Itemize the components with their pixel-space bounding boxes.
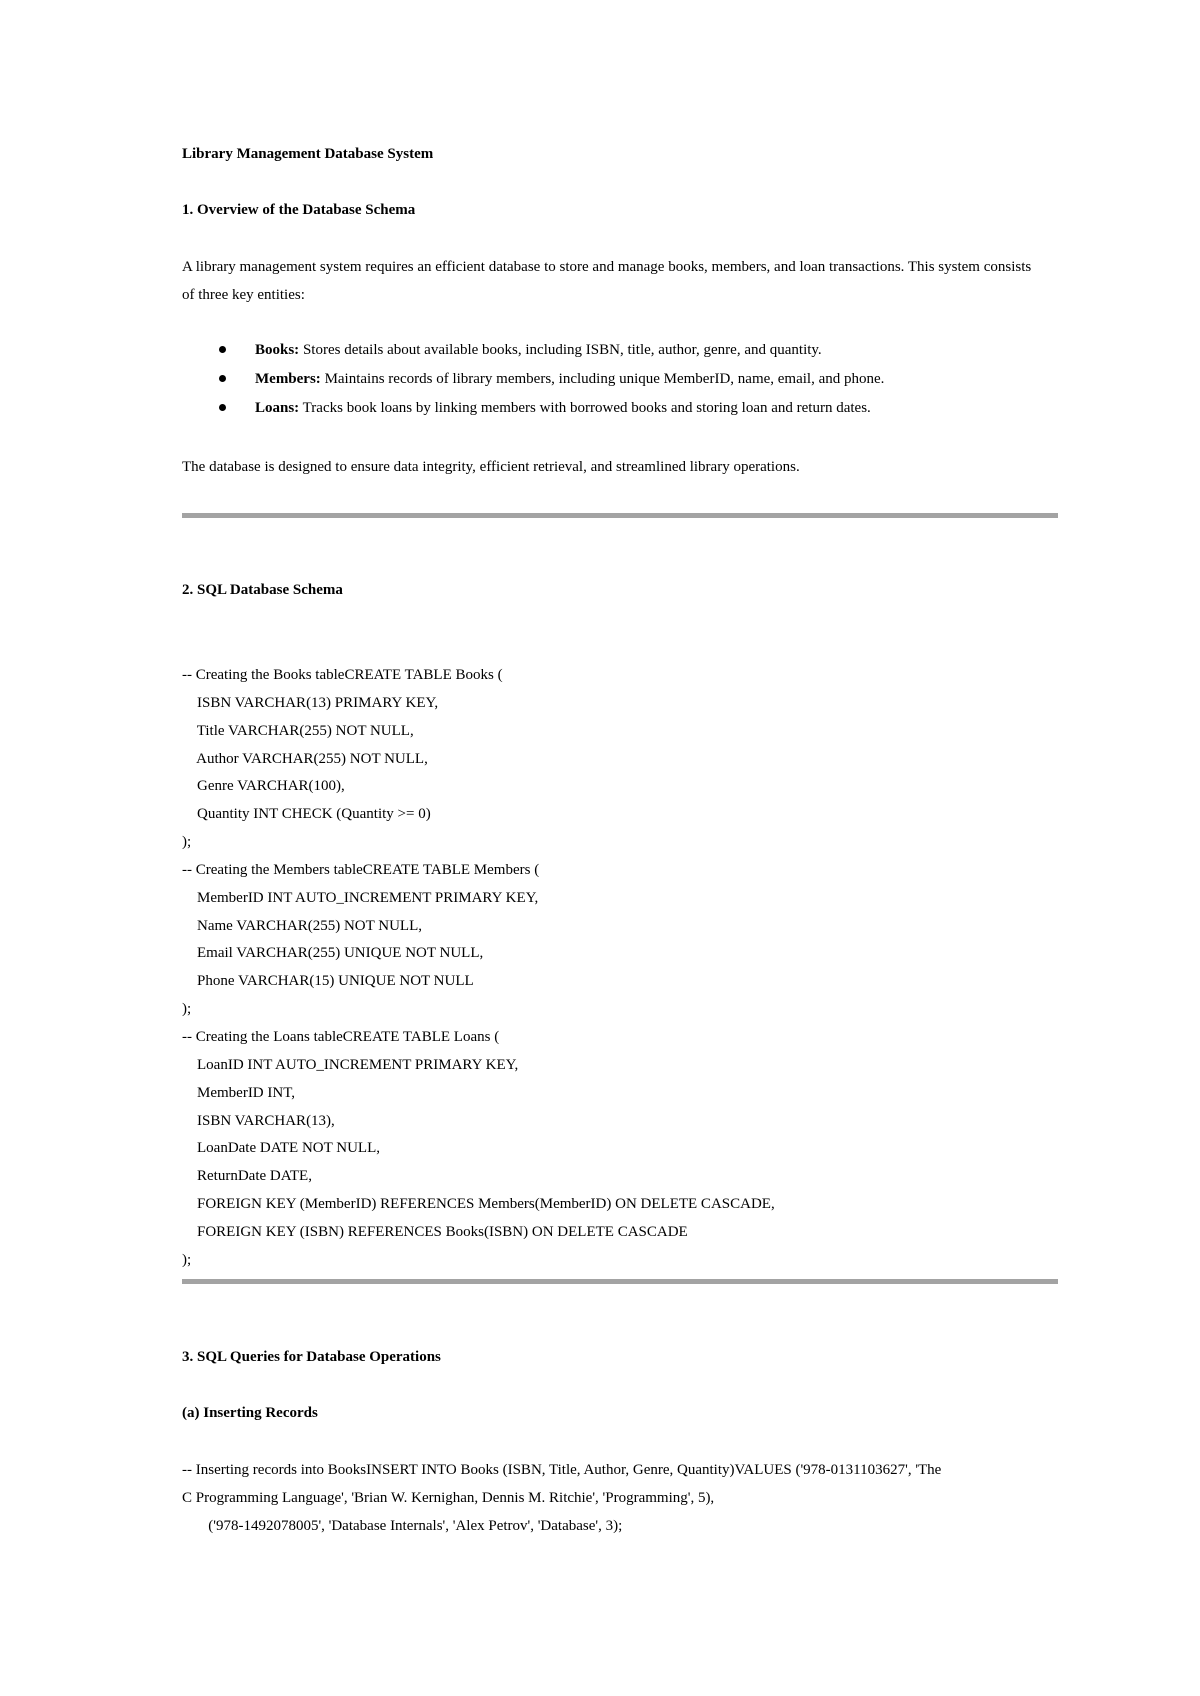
list-item-books (182, 336, 884, 365)
list-item-term: Members: (255, 371, 321, 387)
insert-code-block: -- Inserting records into BooksINSERT INTO Books (ISBN, Title, Author, Genre, Quantity)VALUES ('978-0131103627', 'The C Programming Language', 'Brian W. Kernighan, Dennis M. Ritchie', 'Programming', 5), ('978-1492078005', 'Database Internals', 'Alex Petrov', 'Database', 3); (182, 1462, 942, 1534)
horizontal-rule (182, 513, 1058, 518)
list-item-term: Loans: (255, 400, 300, 416)
list-item-members (182, 365, 884, 394)
section-1-intro: A library management system requires an efficient database to store and manage books, members, and loan transactions. This system consists of three key entities: (182, 259, 1032, 303)
list-item-text: Tracks book loans by linking members with borrowed books and storing loan and return dates. (299, 400, 871, 416)
entity-list (182, 336, 884, 423)
schema-code-block: -- Creating the Books tableCREATE TABLE Books ( ISBN VARCHAR(13) PRIMARY KEY, Title VARCHAR(255) NOT NULL, Author VARCHAR(255) NOT NULL, Genre VARCHAR(100), Quantity INT CHECK (Quantity >= 0) ); -- Creating the Members tableCREATE TABLE Members ( MemberID INT AUTO_INCREMENT PRIMARY KEY, Name VARCHAR(255) NOT NULL, Email VARCHAR(255) UNIQUE NOT NULL, Phone VARCHAR(15) UNIQUE NOT NULL ); -- Creating the Loans tableCREATE TABLE Loans ( LoanID INT AUTO_INCREMENT PRIMARY KEY, MemberID INT, ISBN VARCHAR(13), LoanDate DATE NOT NULL, ReturnDate DATE, FOREIGN KEY (MemberID) REFERENCES Members(MemberID) ON DELETE CASCADE, FOREIGN KEY (ISBN) REFERENCES Books(ISBN) ON DELETE CASCADE ); (182, 667, 775, 1268)
list-item-text: Stores details about available books, including ISBN, title, author, genre, and quantity. (299, 342, 822, 358)
document-title: Library Management Database System (182, 146, 434, 162)
list-item-term: Books: (255, 342, 300, 358)
section-1-closing: The database is designed to ensure data integrity, efficient retrieval, and streamlined library operations. (182, 459, 800, 475)
section-1-heading: 1. Overview of the Database Schema (182, 202, 416, 218)
section-3-subheading: (a) Inserting Records (182, 1405, 318, 1421)
horizontal-rule (182, 1279, 1058, 1284)
section-3-heading: 3. SQL Queries for Database Operations (182, 1349, 441, 1365)
list-item-loans (182, 394, 884, 423)
list-item-text: Maintains records of library members, including unique MemberID, name, email, and phone. (320, 371, 885, 387)
section-2-heading: 2. SQL Database Schema (182, 582, 343, 598)
